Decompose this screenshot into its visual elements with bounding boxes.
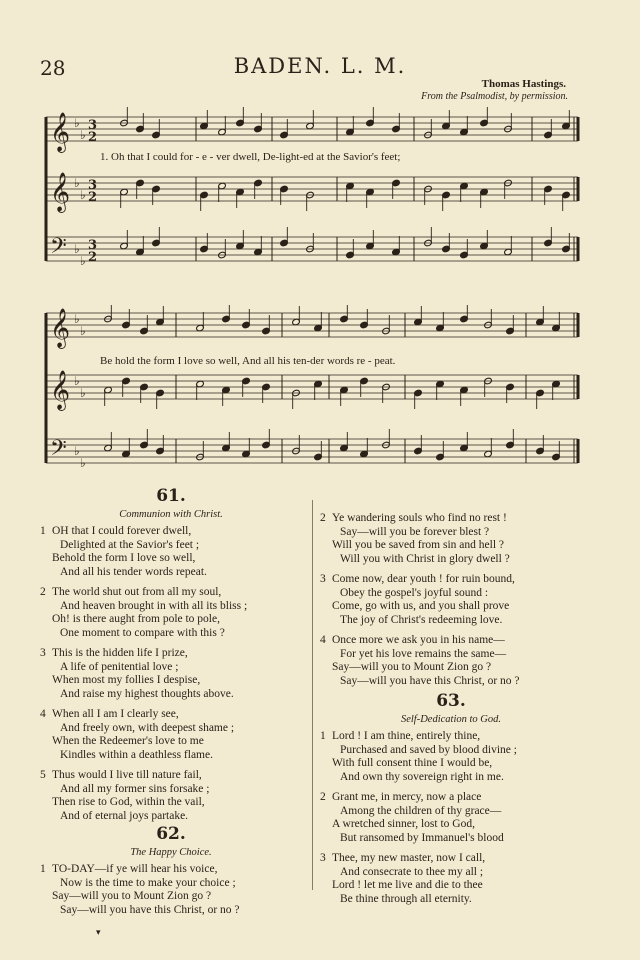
verse-line: Among the children of thy grace—	[340, 804, 502, 817]
verse	[40, 863, 302, 917]
tune-title: BADEN. L. M.	[233, 54, 407, 78]
verse-line: For yet his love remains the same—	[340, 647, 507, 660]
verse-number: 2	[320, 791, 326, 803]
svg-text:♭: ♭	[80, 456, 86, 470]
verse-line: Say—will you have this Christ, or no ?	[340, 674, 520, 687]
verse-number: 4	[320, 634, 326, 646]
hymn-subtitle: The Happy Choice.	[130, 846, 212, 858]
verse-line: Oh! is there aught from pole to pole,	[52, 613, 220, 625]
verse-number: 3	[40, 647, 46, 659]
verse-line: 1 OH that I could forever dwell,	[40, 525, 192, 537]
verse-line: Kindles within a deathless flame.	[60, 748, 213, 761]
verse-line: Obey the gospel's joyful sound :	[340, 586, 489, 599]
verse-line: And raise my highest thoughts above.	[60, 687, 234, 700]
verse-line: When the Redeemer's love to me	[52, 735, 204, 747]
verse-line: With full consent thine I would be,	[332, 757, 493, 769]
verse-line: And all his tender words repeat.	[60, 565, 207, 578]
verse-line: 2 Grant me, in mercy, now a place	[320, 791, 482, 803]
verse-line: And consecrate to thee my all ;	[340, 865, 484, 878]
verse-line: 3 This is the hidden life I prize,	[40, 647, 188, 659]
score-system-2	[0, 305, 640, 485]
verse-line: Delighted at the Savior's feet ;	[60, 538, 200, 551]
verse-line: One moment to compare with this ?	[60, 626, 225, 639]
svg-text:♭: ♭	[80, 254, 86, 268]
verse-line: Come, go with us, and you shall prove	[332, 600, 510, 612]
verse-line: And own thy sovereign right in me.	[340, 770, 504, 783]
verse-line: Be thine through all eternity.	[340, 892, 472, 905]
svg-text:3: 3	[88, 238, 98, 253]
verse-number: 1	[320, 730, 326, 742]
verse-number: 3	[320, 852, 326, 864]
verse-line: Purchased and saved by blood divine ;	[340, 743, 517, 756]
svg-text:♭: ♭	[74, 116, 80, 130]
svg-text:2: 2	[88, 130, 98, 145]
verse-line: Will you be saved from sin and hell ?	[332, 539, 504, 551]
verse	[320, 852, 582, 906]
verse	[320, 573, 582, 627]
hymn-number: 62.	[156, 824, 186, 844]
score-system-1	[0, 105, 640, 295]
hymn-subtitle: Communion with Christ.	[119, 508, 223, 520]
verse-line: 1 Lord ! I am thine, entirely thine,	[320, 730, 481, 742]
verse	[40, 708, 302, 762]
composer: Thomas Hastings.	[481, 78, 566, 90]
lyrics-system-2: Be hold the form I love so well, And all his ten-der words re - peat.	[100, 355, 396, 367]
verse-line: A wretched sinner, lost to God,	[332, 818, 475, 830]
verse-line: 2 The world shut out from all my soul,	[40, 586, 222, 598]
verse-number: 1	[40, 863, 46, 875]
svg-text:♭: ♭	[80, 188, 86, 202]
verse	[40, 525, 302, 579]
verse-line: Say—will you to Mount Zion go ?	[52, 890, 212, 902]
verse-number: 3	[320, 573, 326, 585]
verse	[320, 634, 582, 688]
verse-line: And of eternal joys partake.	[60, 809, 189, 822]
verse-line: And heaven brought in with all its bliss ;	[60, 599, 248, 612]
verse-line: 5 Thus would I live till nature fail,	[40, 769, 202, 781]
svg-text:♭: ♭	[80, 128, 86, 142]
verse-line: Now is the time to make your choice ;	[60, 876, 236, 889]
verse-number: 2	[40, 586, 46, 598]
hymn-number: 63.	[436, 691, 466, 711]
verse-line: Lord ! let me live and die to thee	[332, 879, 483, 891]
svg-text:3: 3	[88, 178, 98, 193]
svg-text:𝄞: 𝄞	[50, 370, 71, 410]
page-number: 28	[40, 56, 66, 80]
svg-text:𝄞: 𝄞	[50, 172, 71, 212]
svg-text:2: 2	[88, 190, 98, 205]
verse-line: 2 Ye wandering souls who find no rest !	[320, 512, 507, 524]
verse-line: A life of penitential love ;	[60, 660, 179, 673]
svg-text:♭: ♭	[74, 312, 80, 326]
verse-line: 4 When all I am I clearly see,	[40, 708, 179, 720]
verse-line: 4 Once more we ask you in his name—	[320, 634, 505, 646]
printer-mark: ▾	[96, 928, 101, 938]
verse-line: And all my former sins forsake ;	[60, 782, 210, 795]
hymn-number: 61.	[156, 486, 186, 506]
verse-line: Then rise to God, within the vail,	[52, 796, 205, 808]
svg-text:♭: ♭	[74, 176, 80, 190]
verse-line: And freely own, with deepest shame ;	[60, 721, 235, 734]
verse	[320, 730, 582, 784]
verse-number: 5	[40, 769, 46, 781]
column-divider	[312, 500, 313, 890]
verse-line: The joy of Christ's redeeming love.	[340, 613, 503, 626]
verse-line: When most my follies I despise,	[52, 674, 201, 686]
svg-text:♭: ♭	[80, 324, 86, 338]
svg-text:♭: ♭	[74, 444, 80, 458]
verse-number: 4	[40, 708, 46, 720]
svg-text:3: 3	[88, 118, 98, 133]
source-credit: From the Psalmodist, by permission.	[421, 91, 568, 102]
verse-line: 3 Come now, dear youth ! for ruin bound,	[320, 573, 515, 585]
svg-text:♭: ♭	[74, 242, 80, 256]
svg-text:𝄞: 𝄞	[50, 112, 71, 152]
hymn-subtitle: Self-Dedication to God.	[400, 713, 502, 725]
right-column	[320, 512, 582, 913]
verse	[40, 769, 302, 823]
svg-text:𝄞: 𝄞	[50, 308, 71, 348]
verse	[40, 647, 302, 701]
verse	[320, 791, 582, 845]
left-column	[40, 486, 302, 924]
svg-text:♭: ♭	[74, 374, 80, 388]
verse-line: Will you with Christ in glory dwell ?	[340, 552, 510, 565]
verse-line: Say—will you to Mount Zion go ?	[332, 661, 492, 673]
verse-line: 3 Thee, my new master, now I call,	[320, 852, 486, 864]
svg-text:2: 2	[88, 250, 98, 265]
verse-number: 1	[40, 525, 46, 537]
verse	[40, 586, 302, 640]
verse-line: Behold the form I love so well,	[52, 552, 196, 564]
verse-line: 1 TO-DAY—if ye will hear his voice,	[40, 863, 218, 875]
verse-number: 2	[320, 512, 326, 524]
verse-line: Say—will you be forever blest ?	[340, 525, 490, 538]
verse	[320, 512, 582, 566]
svg-text:𝄢: 𝄢	[50, 234, 67, 264]
svg-text:𝄢: 𝄢	[50, 436, 67, 466]
lyrics-system-1: 1. Oh that I could for - e - ver dwell, De-light-ed at the Savior's feet;	[100, 151, 401, 163]
verse-line: Say—will you have this Christ, or no ?	[60, 903, 240, 916]
svg-text:♭: ♭	[80, 386, 86, 400]
verse-line: But ransomed by Immanuel's blood	[340, 831, 504, 844]
